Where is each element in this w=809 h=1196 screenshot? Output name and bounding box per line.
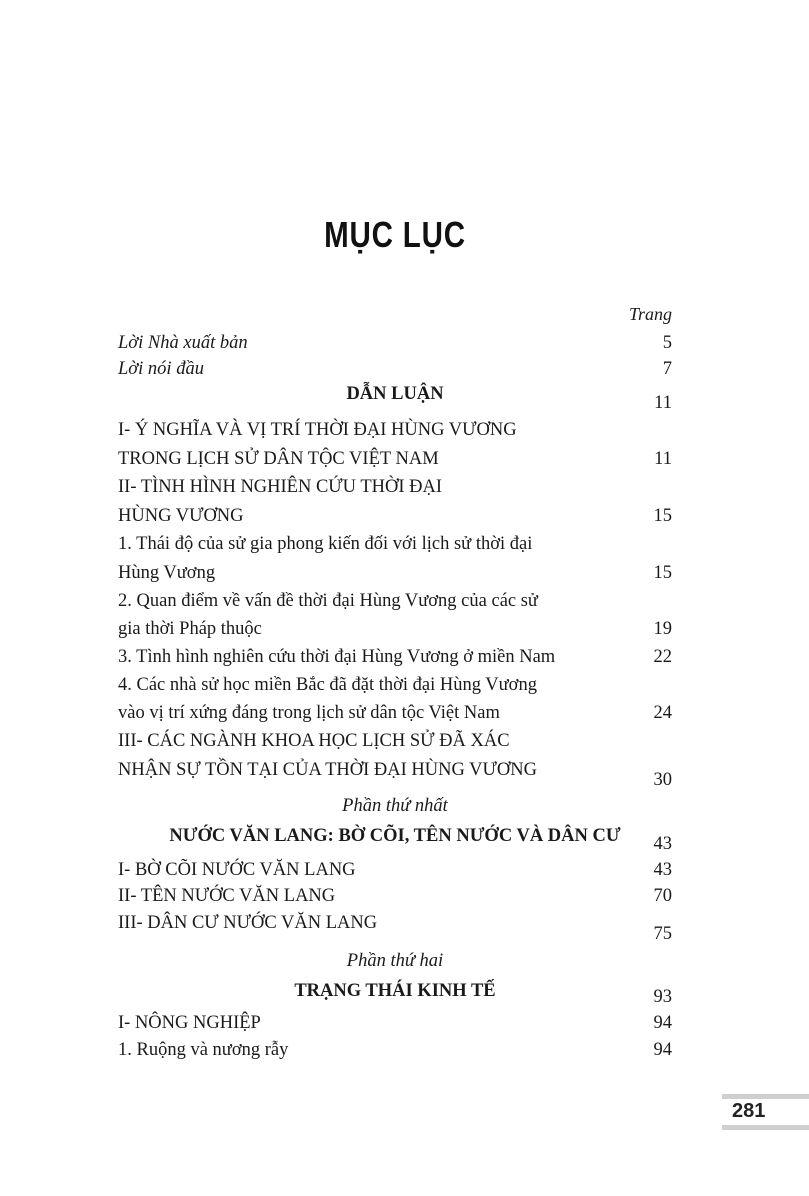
page-number: 281	[732, 1100, 766, 1122]
toc-entry-title: NƯỚC VĂN LANG: BỜ CÕI, TÊN NƯỚC VÀ DÂN CƯ	[169, 826, 621, 846]
toc-entry-page: 11	[654, 393, 672, 413]
toc-entry-title: II- TÌNH HÌNH NGHIÊN CỨU THỜI ĐẠI	[118, 477, 443, 497]
toc-entry-title: I- Ý NGHĨA VÀ VỊ TRÍ THỜI ĐẠI HÙNG VƯƠNG	[118, 420, 517, 440]
toc-entry-page: 43	[653, 834, 672, 854]
toc-entry-page: 75	[653, 924, 672, 944]
toc-entry-page: 30	[653, 770, 672, 790]
page-column-header: Trang	[628, 304, 672, 324]
toc-entry-title: 1. Thái độ của sử gia phong kiến đối với lịch sử thời đại	[118, 534, 533, 554]
toc-entry-title: I- NÔNG NGHIỆP	[118, 1013, 261, 1033]
toc-entry-page: 24	[653, 703, 672, 723]
toc-entry-page: 19	[653, 619, 672, 639]
divider	[722, 1094, 809, 1099]
page-title: MỤC LỤC	[324, 214, 466, 255]
toc-entry-title: Phần thứ nhất	[342, 796, 448, 816]
toc-entry-title: II- TÊN NƯỚC VĂN LANG	[118, 886, 336, 906]
toc-entry-title: HÙNG VƯƠNG	[118, 506, 244, 526]
toc-entry-title: Hùng Vương	[118, 563, 216, 583]
toc-entry-title: 4. Các nhà sử học miền Bắc đã đặt thời đại Hùng Vương	[118, 675, 537, 695]
toc-entry-page: 43	[653, 860, 672, 880]
toc-entry-title: I- BỜ CÕI NƯỚC VĂN LANG	[118, 860, 356, 880]
toc-entry-page: 22	[653, 647, 672, 667]
toc-entry-page: 11	[654, 449, 672, 469]
toc-entry-page: 7	[662, 359, 672, 379]
toc-entry-title: TRONG LỊCH SỬ DÂN TỘC VIỆT NAM	[118, 449, 439, 469]
toc-entry-page: 94	[653, 1013, 672, 1033]
toc-entry-title: Lời nói đầu	[118, 359, 204, 379]
toc-entry-title: III- DÂN CƯ NƯỚC VĂN LANG	[118, 913, 378, 933]
toc-entry-title: III- CÁC NGÀNH KHOA HỌC LỊCH SỬ ĐÃ XÁC	[118, 731, 510, 751]
toc-entry-title: NHẬN SỰ TỒN TẠI CỦA THỜI ĐẠI HÙNG VƯƠNG	[118, 760, 537, 780]
toc-entry-title: 1. Ruộng và nương rẫy	[118, 1040, 289, 1060]
toc-entry-page: 15	[653, 506, 672, 526]
toc-entry-title: 2. Quan điểm về vấn đề thời đại Hùng Vương của các sử	[118, 591, 538, 611]
toc-entry-page: 94	[653, 1040, 672, 1060]
toc-entry-title: Phần thứ hai	[346, 951, 444, 971]
page-number-box	[722, 1094, 809, 1130]
toc-entry-title: TRẠNG THÁI KINH TẾ	[294, 981, 496, 1001]
toc-entry-title: gia thời Pháp thuộc	[118, 619, 262, 639]
toc-entry-title: vào vị trí xứng đáng trong lịch sử dân tộc Việt Nam	[118, 703, 500, 723]
toc-entry-page: 70	[653, 886, 672, 906]
toc-entry-title: DẪN LUẬN	[346, 384, 444, 404]
toc-entry-title: 3. Tình hình nghiên cứu thời đại Hùng Vương ở miền Nam	[118, 647, 556, 667]
divider	[722, 1125, 809, 1130]
toc-entry-page: 5	[662, 333, 672, 353]
toc-entry-page: 15	[653, 563, 672, 583]
toc-entry-page: 93	[653, 987, 672, 1007]
toc-entry-title: Lời Nhà xuất bản	[118, 333, 248, 353]
